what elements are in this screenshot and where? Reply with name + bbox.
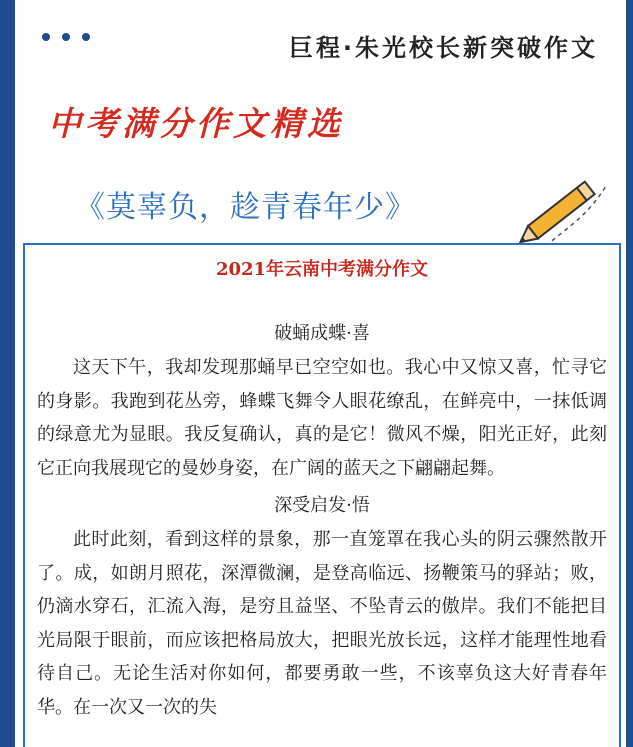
dot-icon xyxy=(62,33,70,41)
page-headline: 中考满分作文精选 xyxy=(48,104,344,143)
section-heading: 深受启发·悟 xyxy=(274,495,370,516)
pencil-icon xyxy=(506,168,616,248)
essay-subtitle: 《莫辜负，趁青春年少》 xyxy=(75,190,416,225)
section-paragraph: 这天下午，我却发现那蛹早已空空如也。我心中又惊又喜，忙寻它的身影。我跑到花丛旁，蜂蝶飞舞令人眼花缭乱，在鲜亮中，一抹低调的绿意尤为显眼。我反复确认，真的是它！微风不燥，阳光正好，此刻它正向我展现它的曼妙身姿，在广阔的蓝天之下翩翩起舞。 xyxy=(37,357,607,479)
essay-title: 2021年云南中考满分作文 xyxy=(215,259,429,280)
decorative-dots xyxy=(42,33,90,41)
dot-icon xyxy=(42,33,50,41)
page-card xyxy=(15,0,626,747)
essay-box xyxy=(23,243,621,747)
section-heading: 破蛹成蝶·喜 xyxy=(274,323,370,344)
brand-title: 巨程·朱光校长新突破作文 xyxy=(288,34,598,62)
dot-icon xyxy=(82,33,90,41)
section-paragraph: 此时此刻，看到这样的景象，那一直笼罩在我心头的阴云骤然散开了。成，如朗月照花，深潭微澜，是登高临远、扬鞭策马的驿站；败，仍滴水穿石，汇流入海，是穷且益坚、不坠青云的傲岸。我们不能把目光局限于眼前，而应该把格局放大，把眼光放长远，这样才能理性地看待自己。无论生活对你如何，都要勇敢一些，不该辜负这大好青春年华。在一次又一次的失 xyxy=(37,529,607,718)
